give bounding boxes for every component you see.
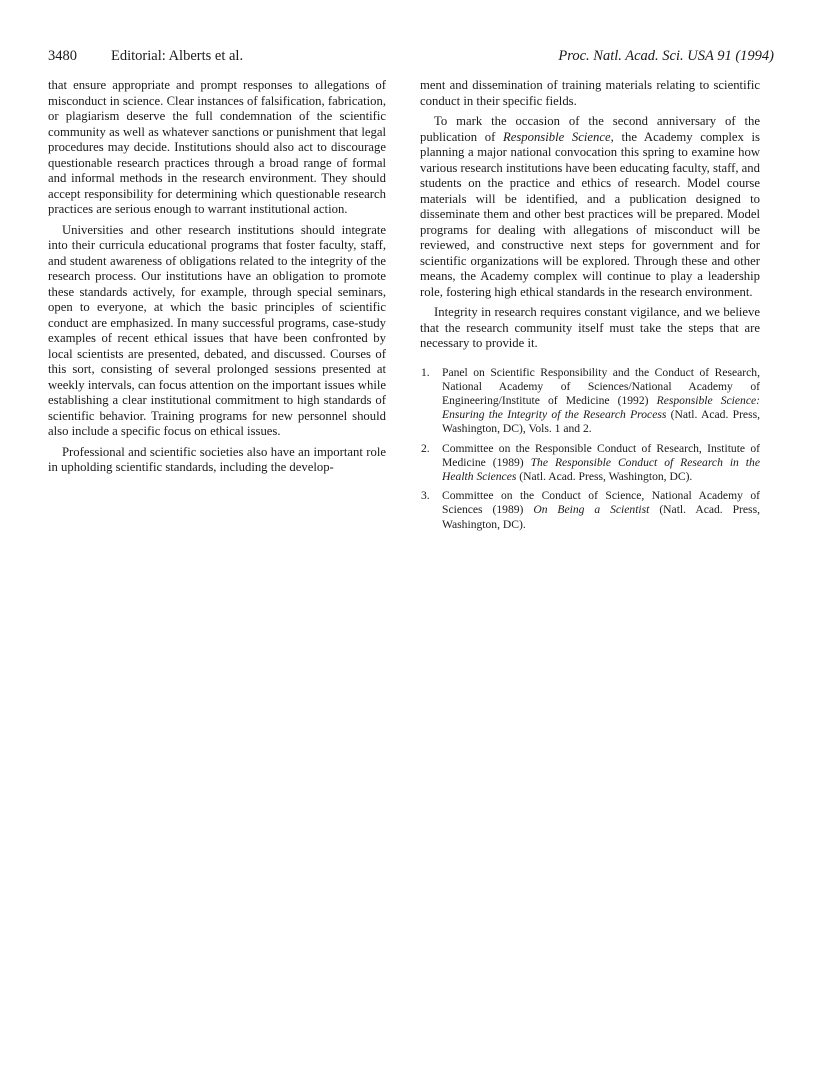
right-column [420,78,760,537]
reference-list [420,366,760,532]
running-head: Editorial: Alberts et al. [111,48,244,64]
reference-item [420,489,760,532]
reference-text: (Natl. Acad. Press, Washington, DC). [516,469,693,483]
reference-title: On Being a Scientist [533,503,650,517]
journal-citation: Proc. Natl. Acad. Sci. USA 91 (1994) [558,48,774,64]
reference-text: Committee on the Responsible Conduct of Research, Institute of Medicine (1989) [442,441,760,469]
page-number: 3480 [48,48,77,64]
reference-text: Committee on the Conduct of Science, National Academy of Sciences (1989) [442,489,760,517]
left-column [48,78,386,481]
reference-text: (Natl. Acad. Press, Washington, DC), Vols. 1 and 2. [442,408,760,436]
reference-item [420,442,760,485]
reference-title: Responsible Science: Ensuring the Integrity of the Research Process [442,393,760,422]
book-title: Responsible Science [502,129,611,144]
paragraph: ment and dissemination of training materials relating to scientific conduct in their specific fields. [420,78,760,108]
paragraph: Universities and other research institutions should integrate into their curricula educational programs that foster faculty, staff, and student awareness of obligations related to the integrity of the research process. Our institutions have an obligation to promote these standards actively, for example, through special seminars, open to everyone, at which the basic principles of scientific conduct are emphasized. In many successful programs, case-study examples of recent ethical issues that have been confronted by local scientists are presented, debated, and discussed. Courses of this sort, consisting of several prolonged sessions presented at weekly intervals, can focus attention on the important issues while establishing a clear institutional commitment to high standards of scientific behavior. Training programs for new personnel should also include a specific focus on ethical issues. [48,222,386,438]
paragraph [420,114,760,300]
paragraph: Integrity in research requires constant vigilance, and we believe that the research community itself must take the steps that are necessary to provide it. [420,305,760,350]
reference-number: 1. [421,365,430,379]
paragraph-text: To mark the occasion of the second anniversary of the publication of [420,114,760,144]
reference-text: Panel on Scientific Responsibility and the Conduct of Research, National Academy of Sciences/National Academy of Engineering/Institute of Medicine (1992) [442,365,760,407]
reference-title: The Responsible Conduct of Research in the Health Sciences [442,455,760,483]
reference-number: 2. [421,441,430,455]
page-header [48,48,774,66]
reference-item [420,366,760,437]
paragraph: that ensure appropriate and prompt responses to allegations of misconduct in science. Clear instances of falsification, fabrication, or plagiarism deserve the full condemnation of the scientific community as well as whatever sanctions or punishment that legal procedures may decide. Institutions should also act to discourage questionable research practices through a broad range of formal and informal methods in the research environment. They should accept responsibility for determining which questionable research practices are serious enough to warrant institutional action. [48,78,386,216]
paragraph: Professional and scientific societies also have an important role in upholding scientific standards, including the develop- [48,444,386,474]
paragraph-text: , the Academy complex is planning a major national convocation this spring to examine how various research institutions have been educating faculty, staff, and students on the practice and ethics of research. Model course materials will be identified, and a publication designed to disseminate them and other best practices will be prepared. Model programs for dealing with allegations of misconduct will be reviewed, and constructive next steps for government and for scientific organizations will be explored. Through these and other means, the Academy complex will continue to play a leadership role, fostering high ethical standards in the research environment. [420,129,760,299]
reference-text: (Natl. Acad. Press, Washington, DC). [442,503,760,531]
reference-number: 3. [421,489,430,503]
